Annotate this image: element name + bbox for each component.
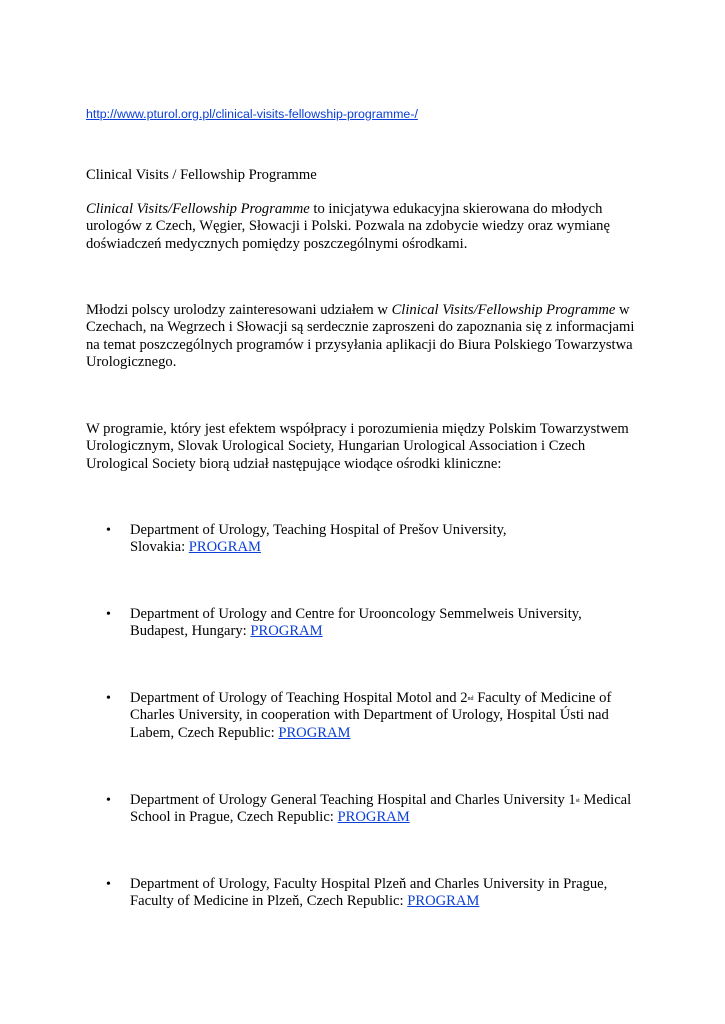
program-link[interactable]: PROGRAM: [278, 724, 351, 741]
item-text: Department of Urology, Teaching Hospital of Prešov University,: [130, 522, 507, 538]
intro-paragraph: [86, 201, 646, 253]
programme-name-italic: Clinical Visits/Fellowship Programme: [391, 302, 616, 318]
page-title: Clinical Visits / Fellowship Programme: [86, 167, 317, 183]
item-text: School in Prague, Czech Republic:: [130, 809, 338, 826]
program-link[interactable]: PROGRAM: [188, 539, 261, 556]
list-item: [130, 792, 650, 827]
program-link[interactable]: PROGRAM: [407, 893, 480, 910]
list-item: [130, 522, 650, 557]
cooperation-paragraph: W programie, który jest efektem współpracy i porozumienia między Polskim Towarzystwem Urologicznym, Slovak Urological Society, Hungarian Urological Association i Czech Urological Society biorą udział następujące wiodące ośrodki kliniczne:: [86, 421, 629, 472]
invitation-text-after: w Czechach, na Wegrzech i Słowacji są serdecznie zaproszeni do zapoznania się z informacjami na temat poszczególnych programów i przysyłania aplikacji do Biura Polskiego Towarzystwa Urologicznego.: [86, 302, 635, 371]
programme-name-italic: Clinical Visits/Fellowship Programme: [86, 201, 310, 217]
bullet-icon: •: [106, 793, 111, 808]
item-text: Department of Urology General Teaching Hospital and Charles University 1: [130, 792, 576, 808]
item-text: Medical: [579, 792, 632, 808]
program-link[interactable]: PROGRAM: [337, 809, 410, 826]
invitation-text-before: Młodzi polscy urolodzy zainteresowani udziałem w: [86, 302, 392, 318]
item-text: Labem, Czech Republic:: [130, 724, 279, 741]
item-text: Budapest, Hungary:: [130, 623, 251, 640]
item-text: Department of Urology, Faculty Hospital Plzeň and Charles University in Prague,: [130, 876, 608, 892]
item-text: Charles University, in cooperation with Department of Urology, Hospital Ústi nad: [130, 707, 609, 724]
invitation-paragraph: [86, 302, 646, 372]
source-url-link[interactable]: http://www.pturol.org.pl/clinical-visits-fellowship-programme-/: [86, 107, 418, 121]
list-item: [130, 690, 650, 742]
bullet-icon: •: [106, 877, 111, 892]
ordinal-suffix: st: [575, 798, 580, 804]
bullet-icon: •: [106, 523, 111, 538]
item-text: Department of Urology and Centre for Urooncology Semmelweis University,: [130, 606, 582, 622]
program-link[interactable]: PROGRAM: [250, 623, 323, 640]
ordinal-suffix: nd: [467, 696, 474, 702]
item-text: Faculty of Medicine of: [473, 690, 612, 706]
item-text: Faculty of Medicine in Plzeň, Czech Republic:: [130, 893, 408, 910]
intro-text: to inicjatywa edukacyjna skierowana do młodych urologów z Czech, Węgier, Słowacji i Polski. Pozwala na zdobycie wiedzy oraz wymianę doświadczeń medycznych pomiędzy poszczególnymi ośrodkami.: [86, 201, 610, 252]
item-text: Department of Urology of Teaching Hospital Motol and 2: [130, 690, 468, 706]
list-item: [130, 606, 650, 641]
bullet-icon: •: [106, 691, 111, 706]
list-item: [130, 876, 650, 911]
bullet-icon: •: [106, 607, 111, 622]
item-text: Slovakia:: [130, 539, 189, 556]
